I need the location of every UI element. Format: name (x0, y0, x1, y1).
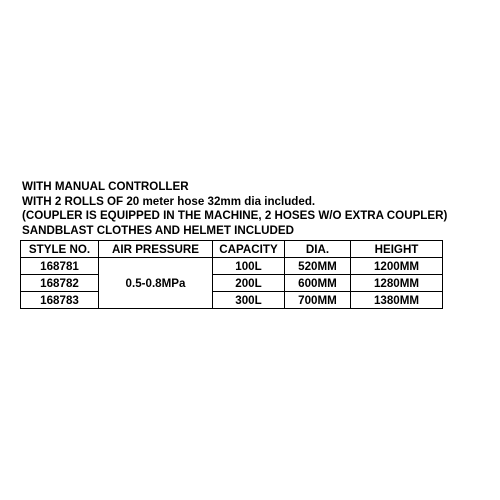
cell-dia: 700MM (285, 292, 351, 309)
cell-air-pressure: 0.5-0.8MPa (99, 258, 213, 309)
spec-table (20, 240, 443, 309)
cell-style-no: 168782 (21, 275, 99, 292)
spec-notes (22, 180, 492, 238)
header-dia: DIA. (285, 241, 351, 258)
note-sandblast-clothes: SANDBLAST CLOTHES AND HELMET INCLUDED (22, 223, 295, 237)
cell-capacity: 300L (213, 292, 285, 309)
note-coupler: (COUPLER IS EQUIPPED IN THE MACHINE, 2 HOSES W/O EXTRA COUPLER) (22, 209, 448, 222)
cell-dia: 520MM (285, 258, 351, 275)
cell-dia: 600MM (285, 275, 351, 292)
note-manual-controller: WITH MANUAL CONTROLLER (22, 180, 189, 193)
cell-capacity: 100L (213, 258, 285, 275)
table-row (21, 258, 443, 275)
table-row (21, 275, 443, 292)
cell-height: 1380MM (351, 292, 443, 309)
cell-style-no: 168781 (21, 258, 99, 275)
header-air-pressure: AIR PRESSURE (99, 241, 213, 258)
note-hose-rolls: WITH 2 ROLLS OF 20 meter hose 32mm dia included. (22, 194, 316, 208)
header-height: HEIGHT (351, 241, 443, 258)
header-capacity: CAPACITY (213, 241, 285, 258)
cell-capacity: 200L (213, 275, 285, 292)
cell-height: 1200MM (351, 258, 443, 275)
table-row (21, 292, 443, 309)
cell-style-no: 168783 (21, 292, 99, 309)
table-header-row (21, 241, 443, 258)
cell-height: 1280MM (351, 275, 443, 292)
header-style-no: STYLE NO. (21, 241, 99, 258)
